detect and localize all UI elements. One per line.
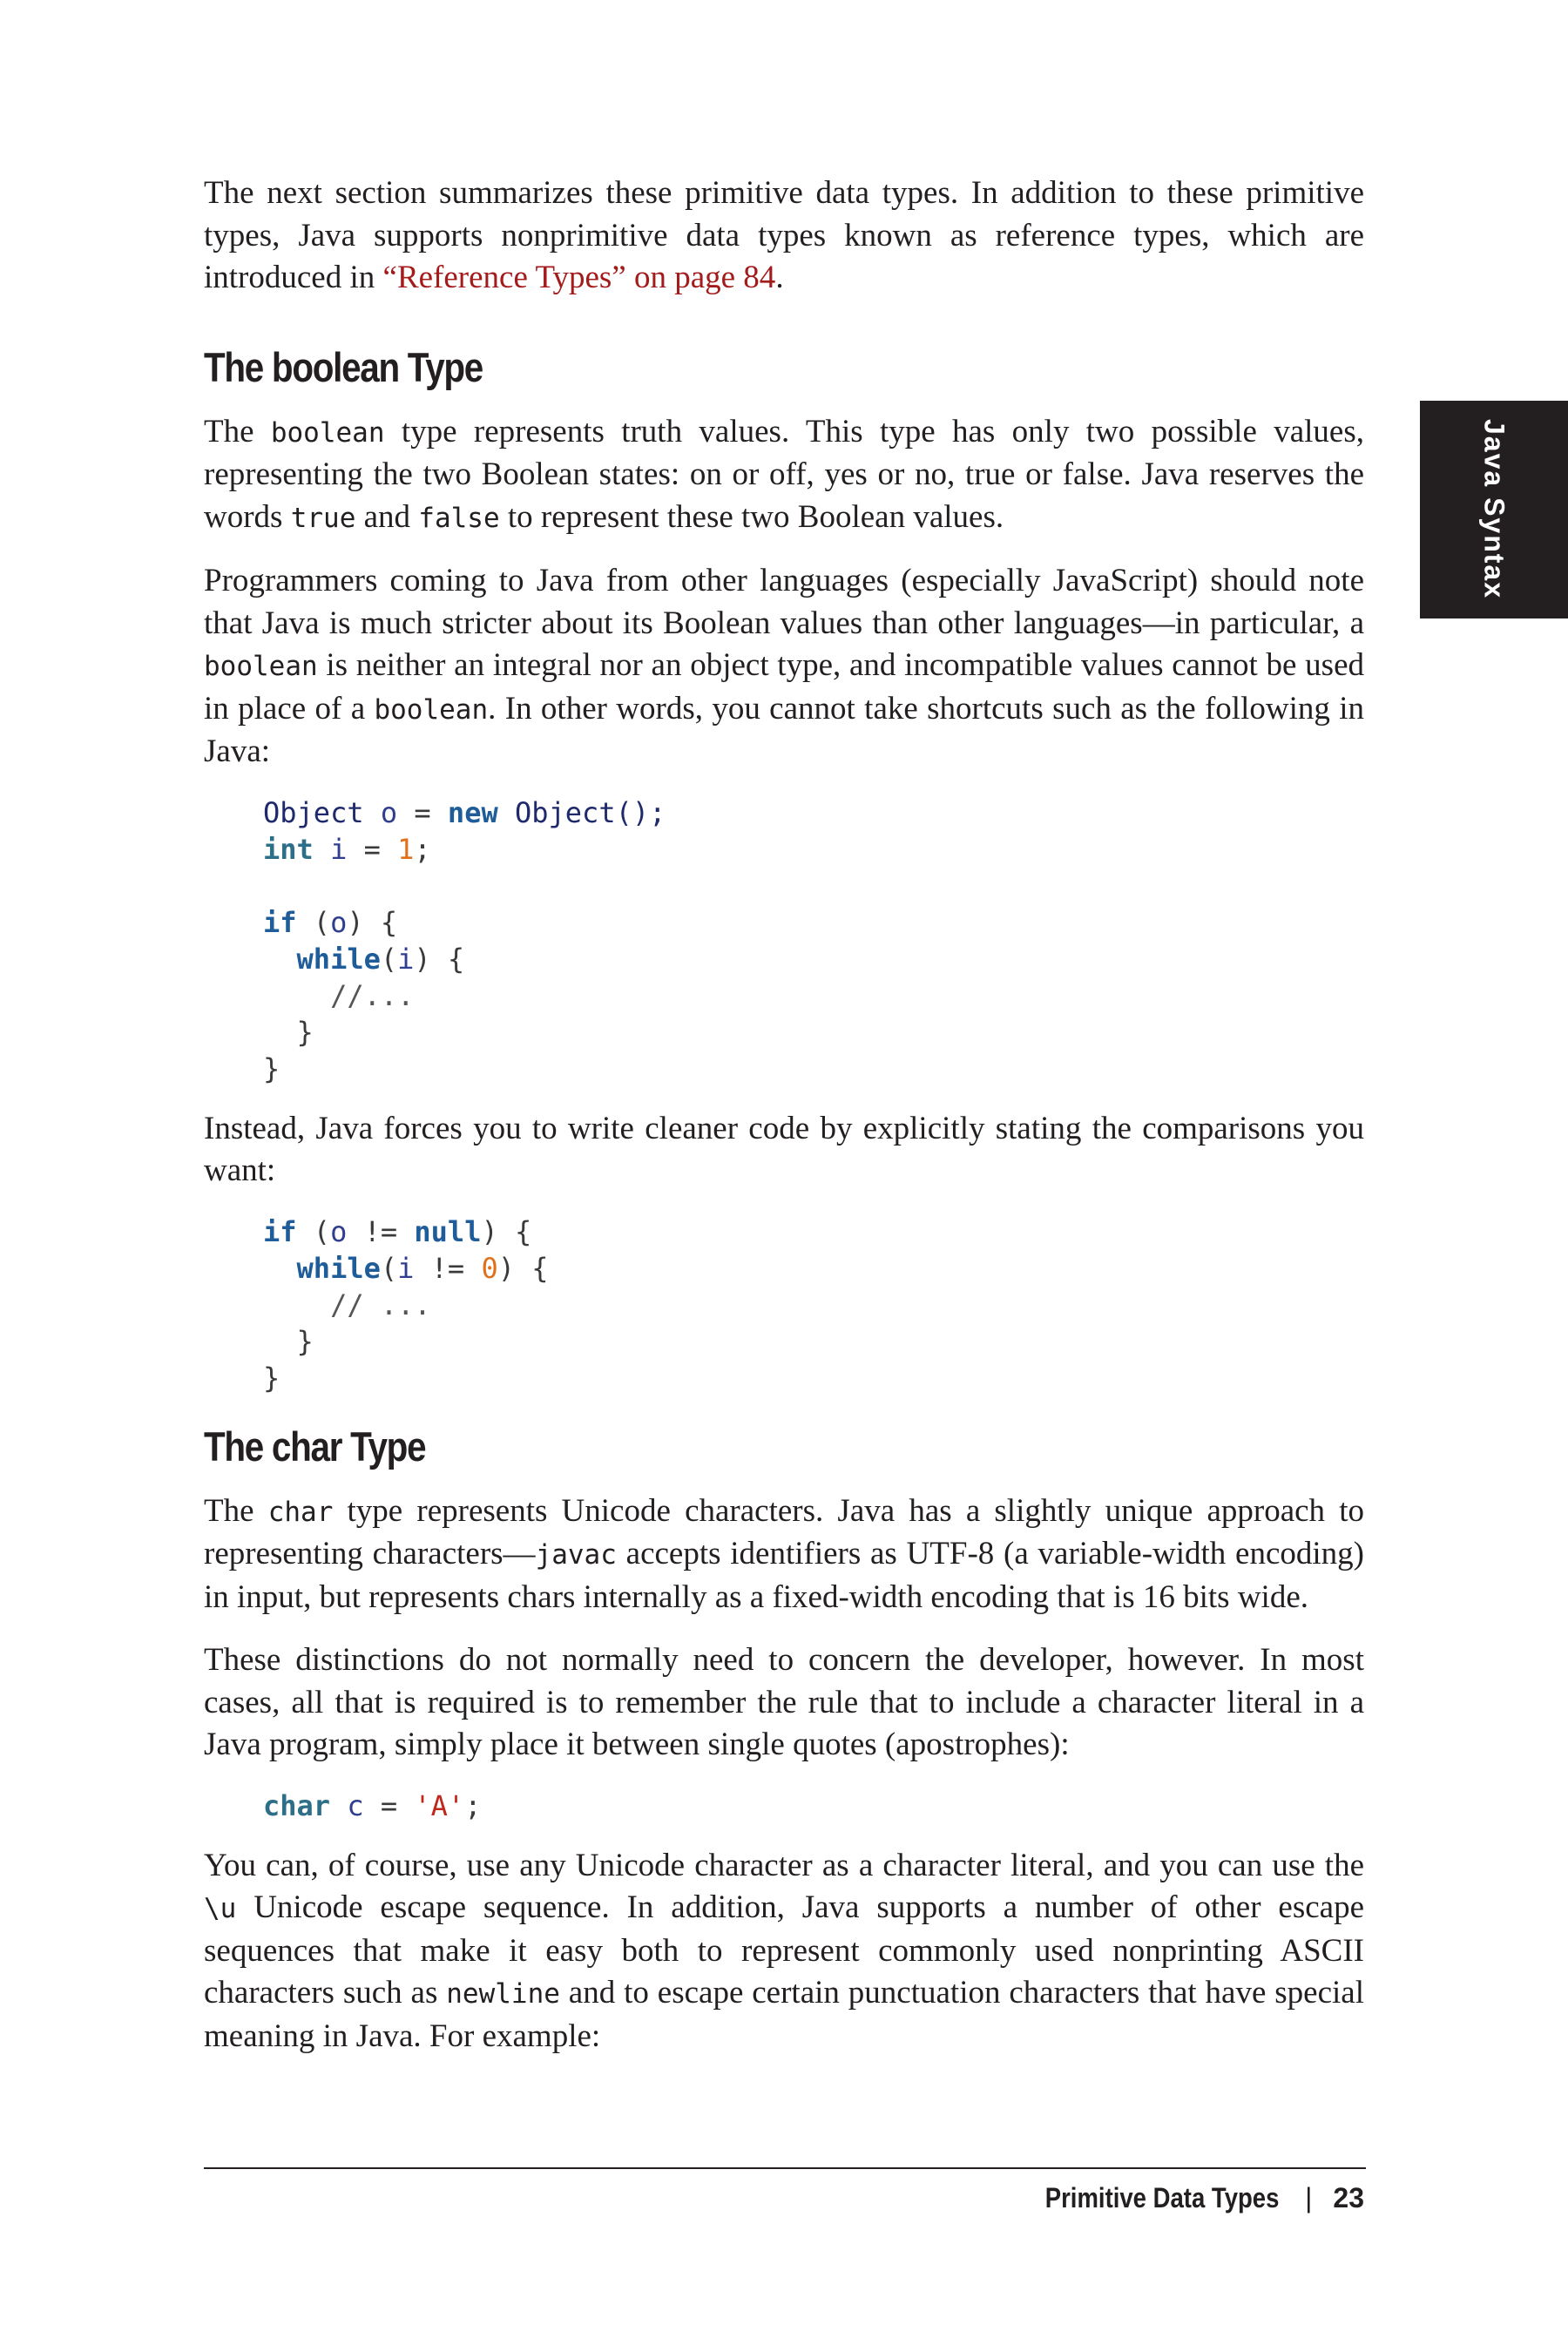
- code-token: if: [263, 1214, 297, 1248]
- boolean-paragraph-1: [204, 411, 1364, 540]
- code-token: i: [397, 1251, 415, 1285]
- code-token: o: [330, 905, 348, 939]
- inline-code: javac: [535, 1539, 617, 1571]
- boolean-paragraph-3: Instead, Java forces you to write cleaner code by explicitly stating the comparisons you want:: [204, 1110, 1364, 1188]
- text: Unicode escape sequence. In addition, Java supports a number of other escape sequences that make it easy both to represent commonly used nonprinting ASCII characters such as: [204, 1889, 1364, 2011]
- text: The: [204, 1492, 268, 1529]
- inline-code: boolean: [270, 416, 385, 449]
- code-token: =: [363, 832, 381, 866]
- intro-paragraph: [204, 172, 1364, 300]
- code-token: while: [296, 942, 381, 976]
- boolean-section-heading: The boolean Type: [204, 343, 483, 390]
- code-comment: //...: [330, 978, 415, 1012]
- page-footer: [1007, 2182, 1364, 2214]
- code-token: c: [347, 1788, 364, 1822]
- text: . In other words, you cannot take shortcuts such as the following in Java:: [204, 690, 1364, 769]
- inline-code: false: [418, 502, 500, 534]
- code-token: new: [447, 795, 498, 829]
- code-token: =: [380, 1788, 398, 1822]
- code-block-shortcut: Object o = new Object(); int i = 1; if (o) { while(i) { //... } }: [263, 795, 666, 1085]
- page-number: 23: [1333, 2182, 1364, 2213]
- code-token: int: [263, 832, 314, 866]
- inline-code: char: [267, 1496, 334, 1528]
- inline-code: true: [290, 502, 356, 534]
- code-token: =: [414, 795, 431, 829]
- char-paragraph-3: [204, 1845, 1364, 2058]
- footer-section-title: Primitive Data Types: [1044, 2182, 1280, 2213]
- footer-rule: [204, 2167, 1366, 2169]
- chapter-side-tab-label: Java Syntax: [1478, 419, 1511, 600]
- inline-code: boolean: [374, 693, 489, 726]
- code-comment: // ...: [330, 1288, 431, 1321]
- inline-code: boolean: [204, 651, 318, 682]
- code-block-explicit: if (o != null) { while(i != 0) { // ... } }: [263, 1214, 549, 1395]
- char-paragraph-1: [204, 1490, 1364, 1619]
- code-token: ;: [414, 832, 431, 866]
- code-token: i: [397, 942, 415, 976]
- code-block-char: [263, 1788, 1364, 1824]
- text: You can, of course, use any Unicode character as a character literal, and you can use the: [204, 1847, 1364, 1883]
- inline-code: \u: [204, 1893, 237, 1924]
- code-token: Object();: [514, 795, 666, 829]
- intro-text: The next section summarizes these primitive data types. In addition to these primitive types, Java supports nonprimitive data types known as reference types, which are introduced in: [204, 175, 1364, 295]
- boolean-paragraph-2: [204, 560, 1364, 774]
- inline-code: newline: [446, 1978, 560, 2010]
- code-token: char: [263, 1788, 331, 1822]
- page-content: [204, 172, 1364, 2078]
- text: Programmers coming to Java from other languages (especially JavaScript) should note that Java is much stricter about its Boolean values than other languages—in particular, a: [204, 563, 1364, 641]
- text: accepts identifiers as UTF-8 (a variable-width encoding) in input, but represents chars internally as a fixed-width encoding that is 16 bits wide.: [204, 1536, 1364, 1615]
- code-token: if: [263, 905, 297, 939]
- code-token: Object: [263, 795, 364, 829]
- footer-separator: |: [1305, 2182, 1313, 2213]
- code-token: o: [330, 1214, 348, 1248]
- code-token: i: [330, 832, 348, 866]
- text: and to escape certain punctuation characters that have special meaning in Java. For example:: [204, 1975, 1365, 2054]
- code-token: !=: [430, 1251, 465, 1285]
- chapter-side-tab: [1420, 401, 1568, 618]
- code-token: 'A': [414, 1788, 465, 1822]
- code-token: o: [380, 795, 398, 829]
- text: is neither an integral nor an object type, and incompatible values cannot be used in place of a: [204, 647, 1364, 727]
- code-token: null: [414, 1214, 482, 1248]
- text: and: [355, 498, 419, 535]
- code-token: !=: [363, 1214, 398, 1248]
- code-token: 0: [481, 1251, 498, 1285]
- text: type represents Unicode characters. Java has a slightly unique approach to representing characters—: [204, 1492, 1364, 1571]
- reference-types-link[interactable]: “Reference Types” on page 84: [382, 260, 776, 295]
- code-token: 1: [397, 832, 415, 866]
- text: type represents truth values. This type has only two possible values, representing the two Boolean states: on or off, yes or no, true or false. Java reserves the words: [204, 413, 1364, 535]
- code-token: ;: [464, 1788, 482, 1822]
- code-token: while: [296, 1251, 381, 1285]
- intro-period: .: [775, 260, 784, 295]
- text: to represent these two Boolean values.: [499, 498, 1004, 535]
- char-section-heading: The char Type: [204, 1423, 426, 1470]
- text: The: [204, 413, 271, 449]
- char-paragraph-2: These distinctions do not normally need to concern the developer, however. In most cases, all that is required is to remember the rule that to include a character literal in a Java program, simply place it between single quotes (apostrophes):: [204, 1642, 1364, 1762]
